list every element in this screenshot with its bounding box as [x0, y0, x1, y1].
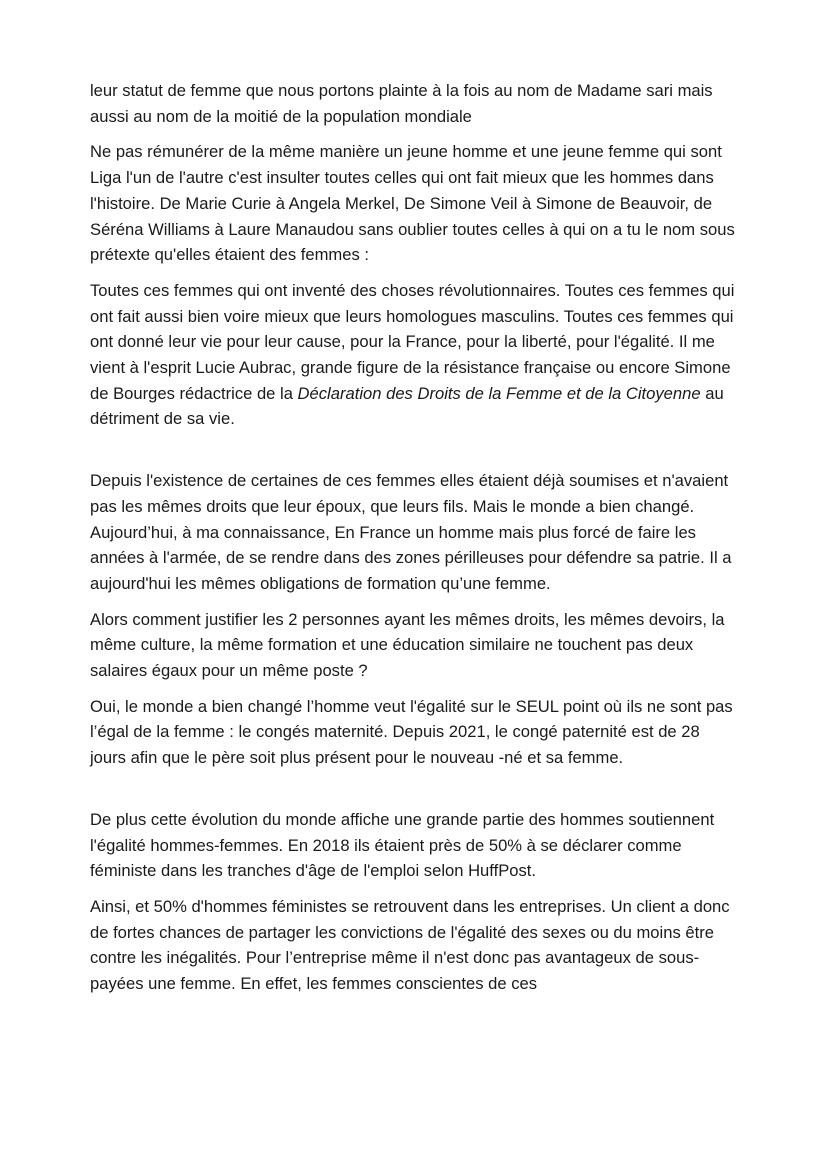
section-gap [90, 432, 740, 468]
paragraph-3-text-b: au détriment de sa vie. [90, 383, 724, 429]
paragraph-gap [90, 129, 740, 139]
paragraph-7: De plus cette évolution du monde affiche une grande partie des hommes soutiennent l'égalité hommes-femmes. En 2018 ils étaient près de 50% à se déclarer comme féministe dans les tranches d'âge de l'emploi selon HuffPost. [90, 809, 715, 881]
paragraph-5: Alors comment justifier les 2 personnes ayant les mêmes droits, les mêmes devoirs, la même culture, la même formation et une éducation similaire ne touchent pas deux salaires égaux pour un même poste ? [90, 609, 725, 681]
paragraph-2: Ne pas rémunérer de la même manière un jeune homme et une jeune femme qui sont Liga l'un de l'autre c'est insulter toutes celles qui ont fait mieux que les hommes dans l'histoire. De Marie Curie à Angela Merkel, De Simone Veil à Simone de Beauvoir, de Séréna Williams à Laure Manaudou sans oublier toutes celles à qui on a tu le nom sous prétexte qu'elles étaient des femmes : [90, 142, 735, 265]
paragraph-3-text-a: Toutes ces femmes qui ont inventé des choses révolutionnaires. Toutes ces femmes qui ont fait aussi bien voire mieux que leurs homologues masculins. Toutes ces femmes qui ont donné leur vie pour leur cause, pour la France, pour la liberté, pour l'égalité. Il me vient à l'esprit Lucie Aubrac, grande figure de la résistance française ou encore Simone de Bourges rédactrice de la [90, 280, 735, 403]
paragraph-gap [90, 597, 740, 607]
paragraph-4: Depuis l'existence de certaines de ces femmes elles étaient déjà soumises et n'avaient pas les mêmes droits que leur époux, que leurs fils. Mais le monde a bien changé. Aujourd’hui, à ma connaissance, En France un homme mais plus forcé de faire les années à l'armée, de se rendre dans des zones périlleuses pour défendre sa patrie. Il a aujourd'hui les mêmes obligations de formation qu’une femme. [90, 471, 732, 593]
paragraph-3 [90, 278, 740, 432]
paragraph-gap [90, 268, 740, 278]
section-gap [90, 771, 740, 807]
paragraph-gap [90, 684, 740, 694]
document-page [90, 78, 740, 997]
paragraph-gap [90, 884, 740, 894]
paragraph-6: Oui, le monde a bien changé l’homme veut l'égalité sur le SEUL point où ils ne sont pas l’égal de la femme : le congés maternité. Depuis 2021, le congé paternité est de 28 jours afin que le père soit plus présent pour le nouveau -né et sa femme. [90, 696, 733, 768]
paragraph-1: leur statut de femme que nous portons plainte à la fois au nom de Madame sari mais aussi au nom de la moitié de la population mondiale [90, 81, 713, 126]
paragraph-8: Ainsi, et 50% d'hommes féministes se retrouvent dans les entreprises. Un client a donc de fortes chances de partager les convictions de l'égalité des sexes ou du moins être contre les inégalités. Pour l’entreprise même il n'est donc pas avantageux de sous-payées une femme. En effet, les femmes conscientes de ces [90, 896, 730, 994]
paragraph-3-italic-title: Déclaration des Droits de la Femme et de la Citoyenne [297, 383, 701, 403]
